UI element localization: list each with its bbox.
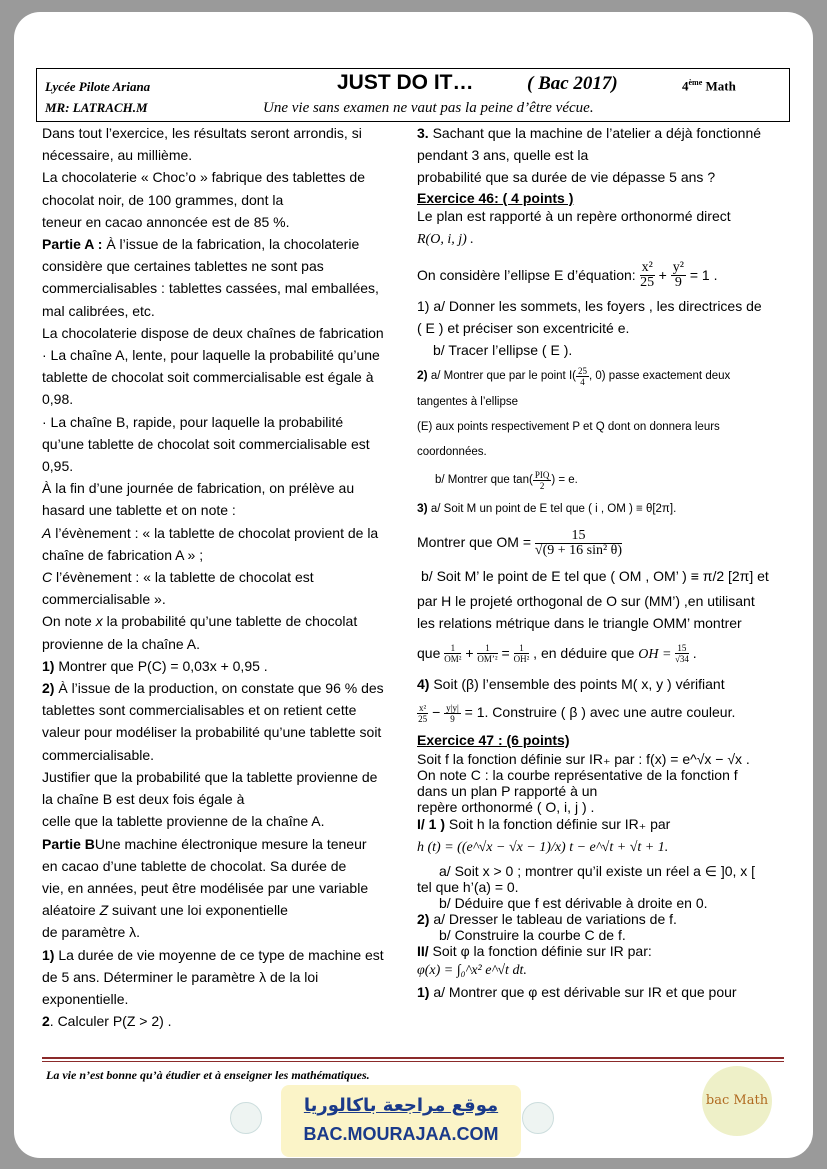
text-line: nécessaire, au millième.: [42, 147, 193, 164]
exam-label: ( Bac 2017): [527, 73, 618, 94]
text-span: la probabilité qu’une tablette de chocolat: [102, 613, 358, 630]
om-formula-line: [417, 522, 789, 562]
event-a-symbol: A: [42, 524, 52, 541]
text-line: [417, 983, 789, 1001]
text-line: 0,98.: [42, 391, 74, 408]
book-logo-icon: [522, 1102, 554, 1134]
text-span: Sachant que la machine de l’atelier a déjà fonctionné: [428, 125, 762, 141]
website-banner[interactable]: [281, 1085, 521, 1157]
variable-z: Z: [99, 902, 109, 919]
text-span: , 0) passe exactement deux: [588, 370, 731, 383]
school-name: Lycée Pilote Ariana: [45, 79, 151, 94]
question-number: 4): [417, 675, 430, 692]
text-line: tablette de chocolat soit commercialisable est égale à: [42, 369, 374, 386]
text-line: [417, 815, 789, 833]
document-title: JUST DO IT…: [337, 71, 474, 94]
text-line: pendant 3 ans, quelle est la: [417, 147, 589, 164]
text-span: a/ Montrer que par le point I(: [427, 370, 576, 383]
text-span: a/ Dresser le tableau de variations de f.: [429, 910, 677, 927]
level-number: 4: [682, 78, 689, 94]
fraction: [477, 643, 497, 664]
text-line: les relations métrique dans le triangle OMM’ montrer: [417, 615, 742, 632]
text-span: ) = e.: [551, 474, 578, 487]
fraction-numerator: 1: [514, 643, 530, 654]
beta-equation-line: $\frac{\text{x²}}{25}$ − $\frac{y|y|}{9}$ = 1. Construire ( β ) avec une autre couleur.: [418, 702, 736, 724]
text-line: commercialisables : tablettes cassées, mal emballées,: [42, 280, 379, 297]
text-line: [417, 673, 789, 695]
fraction: [640, 261, 655, 290]
exercise-47-heading: Exercice 47 : (6 points): [417, 731, 570, 748]
text-span: Soit (β) l’ensemble des points M( x, y ) vérifiant: [429, 675, 725, 692]
text-span: a/ Soit M un point de E tel que ( i , OM ) ≡ θ[2π].: [427, 503, 677, 516]
text-span: Soit h la fonction définie sur IR₊ par: [445, 815, 671, 832]
text-line: [417, 361, 789, 390]
text-line: [42, 566, 402, 588]
fraction-numerator: 1: [477, 643, 497, 654]
text-line: [42, 233, 402, 255]
text-line: mal calibrées, etc.: [42, 302, 155, 319]
text-line: Justifier que la probabilité que la tablette provienne de: [42, 768, 378, 785]
fraction-denominator: OH²: [513, 654, 530, 665]
footer-divider: [42, 1057, 784, 1059]
text-line: [42, 522, 402, 544]
text-line: repère orthonormé ( O, i, j ) .: [417, 798, 595, 815]
fraction-numerator: y²: [672, 260, 684, 276]
right-column: [417, 122, 789, 1001]
fraction: [514, 643, 530, 664]
text-line: · La chaîne B, rapide, pour laquelle la probabilité: [42, 413, 344, 430]
text-span: Soit φ la fonction définie sur IR par:: [428, 942, 652, 959]
text-span: . Calculer P(Z > 2) .: [49, 1013, 172, 1030]
text-line: de 5 ans. Déterminer le paramètre λ de la loi: [42, 968, 319, 985]
fraction-numerator: PIQ: [534, 469, 550, 480]
fraction: [444, 643, 461, 664]
fraction-denominator: √(9 + 16 sin² θ): [534, 543, 623, 559]
text-line: tel que h’(a) = 0.: [417, 878, 519, 895]
text-line: qu’une tablette de chocolat soit commercialisable est: [42, 435, 370, 452]
text-span: Montrer que P(C) = 0,03x + 0,95 .: [54, 657, 268, 674]
fraction-numerator: 15: [535, 529, 622, 544]
text-span: a/ Montrer que φ est dérivable sur IR et que pour: [429, 983, 737, 1000]
text-span: À l’issue de la production, on constate que 96 % des: [54, 680, 384, 697]
text-line: · La chaîne A, lente, pour laquelle la probabilité qu’une: [42, 347, 380, 364]
frame-notation: R(O, i, j) .: [417, 231, 474, 247]
text-line: La chocolaterie dispose de deux chaînes de fabrication: [42, 324, 384, 341]
text-line: ( E ) et préciser son excentricité e.: [417, 319, 630, 336]
text-line: valeur pour modéliser la probabilité qu’une tablette soit: [42, 724, 382, 741]
website-url-link[interactable]: BAC.MOURAJAA.COM: [303, 1124, 499, 1144]
fraction-denominator: OM²: [444, 654, 462, 665]
text-span: = 1 .: [685, 266, 718, 283]
text-line: en cacao d’une tablette de chocolat. Sa durée de: [42, 857, 347, 874]
question-number: 2): [42, 680, 55, 697]
document-header: [36, 68, 790, 122]
text-line: b/ Déduire que f est dérivable à droite en 0.: [439, 894, 708, 911]
text-line: [42, 655, 402, 677]
level-word: Math: [705, 78, 736, 94]
event-c-symbol: C: [42, 569, 53, 586]
fraction-numerator: x²: [419, 702, 427, 713]
question-number: 2: [42, 1013, 50, 1030]
text-span: que: [417, 644, 445, 661]
question-number: 2): [417, 368, 428, 383]
bac-math-logo: bac Math: [702, 1066, 772, 1136]
text-span: l’évènement : « la tablette de chocolat provient de la: [51, 524, 379, 541]
text-line: commercialisable ».: [42, 591, 166, 608]
text-span: = 1. Construire ( β ) avec une autre couleur.: [460, 703, 736, 720]
text-line: provienne de la chaîne A.: [42, 635, 201, 652]
text-line: tablettes sont commercialisables et on retient cette: [42, 702, 357, 719]
text-line: commercialisable.: [42, 746, 155, 763]
text-line: [42, 944, 402, 966]
text-line: chocolat noir, de 100 grammes, dont la: [42, 191, 284, 208]
text-line: b/ Soit M’ le point de E tel que ( OM , OM’ ) ≡ π/2 [2π] et: [421, 568, 769, 585]
text-line: [42, 899, 402, 921]
text-line: par H le projeté orthogonal de O sur (MM’) ,en utilisant: [417, 593, 755, 610]
fraction: [535, 529, 622, 558]
text-line: [42, 610, 402, 632]
variable-x: x: [95, 613, 103, 630]
fraction-denominator: 9: [674, 275, 682, 291]
text-line: [417, 495, 789, 522]
text-line: Dans tout l’exercice, les résultats seront arrondis, si: [42, 125, 362, 141]
question-number: 3.: [417, 125, 429, 141]
teacher-name: MR: LATRACH.M: [45, 100, 148, 115]
text-line: Soit f la fonction définie sur IR₊ par : f(x) = e^√x − √x .: [417, 750, 750, 767]
fraction: [675, 643, 689, 664]
text-span: aléatoire: [42, 902, 100, 919]
fraction-numerator: 1: [444, 643, 461, 654]
exercise-46-heading: Exercice 46: ( 4 points ): [417, 189, 574, 206]
question-number: 1): [42, 657, 55, 674]
website-arabic-name[interactable]: موقع مراجعة باكالوريا: [303, 1095, 499, 1116]
text-span: , en déduire que: [529, 644, 639, 661]
text-line: hasard une tablette et on note :: [42, 502, 236, 519]
part-ii-heading: II/: [417, 942, 429, 959]
text-line: [417, 911, 789, 927]
relation-line: que $\frac{1}{\text{OM²}}$ + $\frac{1}{\text{OM’²}}$ = $\frac{1}{\text{OH²}}$ , en déduire que OH = $\frac{15}{√34}$ .: [417, 643, 697, 665]
ellipse-equation-line: On considère l’ellipse E d’équation: $\frac{\text{x²}}{25}$ + $\frac{\text{y²}}{9}$ = 1 .: [417, 260, 718, 291]
fraction-denominator: 9: [450, 713, 455, 724]
question-number: 2): [417, 910, 430, 927]
part-a-heading: Partie A :: [42, 236, 103, 253]
header-motto: Une vie sans examen ne vaut pas la peine d’être vécue.: [263, 100, 594, 116]
fraction-numerator: x²: [641, 260, 653, 276]
fraction-numerator: y|y|: [446, 702, 459, 713]
question-number: 3): [417, 501, 428, 516]
footer-divider: [42, 1061, 784, 1062]
text-line: considère que certaines tablettes ne sont pas: [42, 258, 324, 275]
text-span: suivant une loi exponentielle: [108, 902, 288, 919]
math-span: OH =: [638, 646, 675, 662]
fraction-denominator: 25: [418, 713, 428, 724]
fraction: [444, 703, 461, 724]
text-line: [42, 677, 402, 699]
footer-quote: La vie n’est bonne qu’à étudier et à enseigner les mathématiques.: [46, 1068, 370, 1082]
text-span: Montrer que OM =: [417, 534, 535, 551]
text-line: coordonnées.: [417, 446, 487, 459]
text-line: [417, 943, 789, 959]
text-line: exponentielle.: [42, 990, 129, 1007]
text-span: b/ Montrer que tan(: [435, 474, 533, 487]
text-line: tangentes à l’ellipse: [417, 396, 519, 409]
fraction-numerator: 15: [675, 643, 689, 654]
text-line: [42, 1010, 402, 1032]
text-line: 1) a/ Donner les sommets, les foyers , les directrices de: [417, 297, 762, 314]
text-line: vie, en années, peut être modélisée par une variable: [42, 879, 369, 896]
text-line: [417, 122, 789, 144]
text-line: celle que la tablette provienne de la chaîne A.: [42, 813, 325, 830]
text-span: Une machine électronique mesure la teneur: [94, 835, 367, 852]
text-line: chaîne de fabrication A » ;: [42, 546, 204, 563]
text-line: La chocolaterie « Choc’o » fabrique des tablettes de: [42, 169, 365, 186]
fraction: [671, 261, 686, 290]
text-line: teneur en cacao annoncée est de 85 %.: [42, 213, 290, 230]
text-line: b/ Tracer l’ellipse ( E ).: [433, 342, 573, 359]
level-suffix: ème: [688, 78, 703, 87]
class-level: [682, 78, 736, 94]
text-line: Le plan est rapporté à un repère orthonormé direct: [417, 207, 731, 224]
text-line: la chaîne B est deux fois égale à: [42, 791, 245, 808]
fraction-denominator: OM’²: [477, 654, 498, 665]
fraction-denominator: 4: [580, 376, 585, 387]
text-span: .: [688, 644, 697, 661]
text-line: À la fin d’une journée de fabrication, on prélève au: [42, 480, 355, 497]
text-line: a/ Soit x > 0 ; montrer qu’il existe un réel a ∈ ]0, x [: [439, 862, 756, 879]
phi-function-line: φ(x) = ∫₀^x² e^√t dt.: [417, 962, 527, 978]
question-number: I/ 1 ): [417, 815, 446, 832]
text-line: [42, 833, 402, 855]
document-page: [14, 12, 813, 1158]
text-line: 0,95.: [42, 458, 74, 475]
fraction: [533, 470, 552, 491]
fraction-denominator: 2: [539, 480, 545, 491]
h-function-line: h (t) = ((e^√x − √x − 1)/x) t − e^√t + √t + 1.: [417, 839, 669, 855]
fraction-numerator: 25: [577, 365, 587, 376]
text-line: (E) aux points respectivement P et Q dont on donnera leurs: [417, 421, 720, 434]
text-span: À l’issue de la fabrication, la chocolaterie: [102, 236, 360, 253]
part-b-heading: Partie B: [42, 835, 95, 852]
text-line: [417, 465, 789, 495]
fraction: [576, 366, 589, 387]
text-line: dans un plan P rapporté à un: [417, 782, 598, 799]
fraction: [417, 703, 428, 724]
text-line: b/ Construire la courbe C de f.: [439, 926, 626, 943]
fraction-denominator: √34: [674, 654, 689, 665]
question-number: 1): [417, 983, 430, 1000]
book-logo-icon: [230, 1102, 262, 1134]
left-column: [42, 122, 402, 1032]
text-line: probabilité que sa durée de vie dépasse 5 ans ?: [417, 169, 716, 186]
text-line: de paramètre λ.: [42, 924, 141, 941]
text-span: l’évènement : « la tablette de chocolat est: [52, 569, 314, 586]
text-span: On note: [42, 613, 96, 630]
text-line: On note C : la courbe représentative de la fonction f: [417, 766, 738, 783]
text-span: La durée de vie moyenne de ce type de machine est: [54, 946, 384, 963]
question-number: 1): [42, 946, 55, 963]
text-span: On considère l’ellipse E d’équation:: [417, 266, 640, 283]
fraction-denominator: 25: [640, 275, 655, 291]
